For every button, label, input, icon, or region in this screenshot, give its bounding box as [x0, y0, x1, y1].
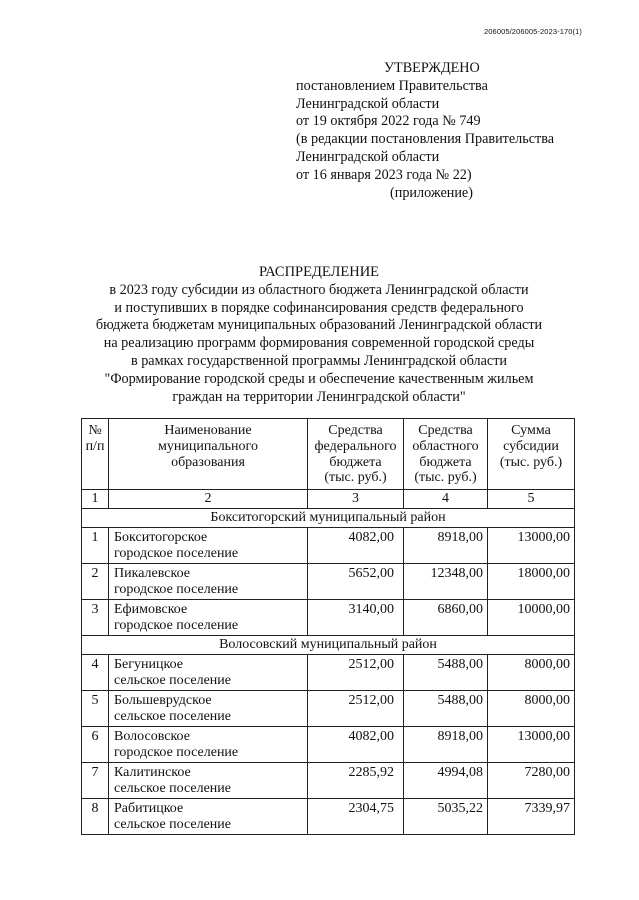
row-number: 6	[82, 727, 109, 763]
regional-budget-value: 8918,00	[404, 727, 488, 763]
group-name: Бокситогорский муниципальный район	[82, 509, 575, 528]
federal-budget-value: 2285,92	[308, 763, 404, 799]
municipality-name: Пикалевское городское поселение	[109, 564, 308, 600]
subsidy-total-value: 8000,00	[488, 691, 575, 727]
row-number: 8	[82, 799, 109, 835]
approval-line: постановлением Правительства	[296, 77, 488, 94]
municipality-name: Волосовское городское поселение	[109, 727, 308, 763]
approval-appendix: (приложение)	[390, 184, 473, 201]
municipality-name: Рабитицкое сельское поселение	[109, 799, 308, 835]
federal-budget-value: 5652,00	[308, 564, 404, 600]
row-number: 2	[82, 564, 109, 600]
row-number: 7	[82, 763, 109, 799]
federal-budget-value: 4082,00	[308, 727, 404, 763]
row-number: 5	[82, 691, 109, 727]
approval-line: Ленинградской области	[296, 95, 440, 112]
subsidy-total-value: 13000,00	[488, 528, 575, 564]
row-number: 3	[82, 600, 109, 636]
document-id: 206005/206005-2023-170(1)	[484, 27, 582, 36]
document-title: РАСПРЕДЕЛЕНИЕ	[258, 264, 380, 280]
header-line: "Формирование городской среды и обеспечение качественным жильем	[104, 370, 534, 387]
table-row	[82, 564, 575, 600]
table-row	[82, 528, 575, 564]
regional-budget-value: 5488,00	[404, 691, 488, 727]
header-line: бюджета бюджетам муниципальных образований Ленинградской области	[95, 317, 543, 334]
table-row	[82, 691, 575, 727]
column-number: 1	[82, 490, 109, 509]
regional-budget-value: 5488,00	[404, 655, 488, 691]
col-header-number: № п/п	[82, 419, 109, 490]
header-line: граждан на территории Ленинградской области"	[172, 388, 466, 405]
col-header-name: Наименование муниципального образования	[109, 419, 308, 490]
col-header-federal: Средства федерального бюджета (тыс. руб.)	[308, 419, 404, 490]
column-number: 4	[404, 490, 488, 509]
federal-budget-value: 2304,75	[308, 799, 404, 835]
document-header	[64, 264, 574, 406]
approval-line: Ленинградской области	[296, 148, 440, 165]
approval-line: (в редакции постановления Правительства	[296, 131, 555, 148]
municipality-name: Бегуницкое сельское поселение	[109, 655, 308, 691]
approval-block	[296, 60, 596, 202]
column-number: 3	[308, 490, 404, 509]
federal-budget-value: 2512,00	[308, 691, 404, 727]
municipality-name: Большеврудское сельское поселение	[109, 691, 308, 727]
col-header-total: Сумма субсидии (тыс. руб.)	[488, 419, 575, 490]
group-row	[82, 509, 575, 528]
subsidy-total-value: 7339,97	[488, 799, 575, 835]
subsidy-total-value: 18000,00	[488, 564, 575, 600]
group-name: Волосовский муниципальный район	[82, 636, 575, 655]
regional-budget-value: 4994,08	[404, 763, 488, 799]
column-number-row	[82, 490, 575, 509]
subsidy-table	[81, 418, 575, 835]
approval-line: от 19 октября 2022 года № 749	[296, 113, 481, 130]
regional-budget-value: 8918,00	[404, 528, 488, 564]
approval-title: УТВЕРЖДЕНО	[384, 60, 480, 76]
col-header-regional: Средства областного бюджета (тыс. руб.)	[404, 419, 488, 490]
subsidy-total-value: 8000,00	[488, 655, 575, 691]
federal-budget-value: 4082,00	[308, 528, 404, 564]
regional-budget-value: 6860,00	[404, 600, 488, 636]
subsidy-total-value: 7280,00	[488, 763, 575, 799]
header-line: на реализацию программ формирования современной городской среды	[103, 335, 535, 352]
header-line: и поступивших в порядке софинансирования средств федерального	[114, 299, 524, 316]
column-number: 2	[109, 490, 308, 509]
header-line: в 2023 году субсидии из областного бюджета Ленинградской области	[109, 281, 529, 298]
table-row	[82, 655, 575, 691]
regional-budget-value: 12348,00	[404, 564, 488, 600]
table-header-row	[82, 419, 575, 490]
row-number: 4	[82, 655, 109, 691]
table-row	[82, 600, 575, 636]
row-number: 1	[82, 528, 109, 564]
approval-line: от 16 января 2023 года № 22)	[296, 166, 472, 183]
regional-budget-value: 5035,22	[404, 799, 488, 835]
header-line: в рамках государственной программы Ленинградской области	[130, 352, 508, 369]
subsidy-total-value: 13000,00	[488, 727, 575, 763]
municipality-name: Бокситогорское городское поселение	[109, 528, 308, 564]
column-number: 5	[488, 490, 575, 509]
municipality-name: Ефимовское городское поселение	[109, 600, 308, 636]
subsidy-total-value: 10000,00	[488, 600, 575, 636]
federal-budget-value: 3140,00	[308, 600, 404, 636]
table-row	[82, 799, 575, 835]
table-row	[82, 727, 575, 763]
municipality-name: Калитинское сельское поселение	[109, 763, 308, 799]
federal-budget-value: 2512,00	[308, 655, 404, 691]
table-row	[82, 763, 575, 799]
group-row	[82, 636, 575, 655]
